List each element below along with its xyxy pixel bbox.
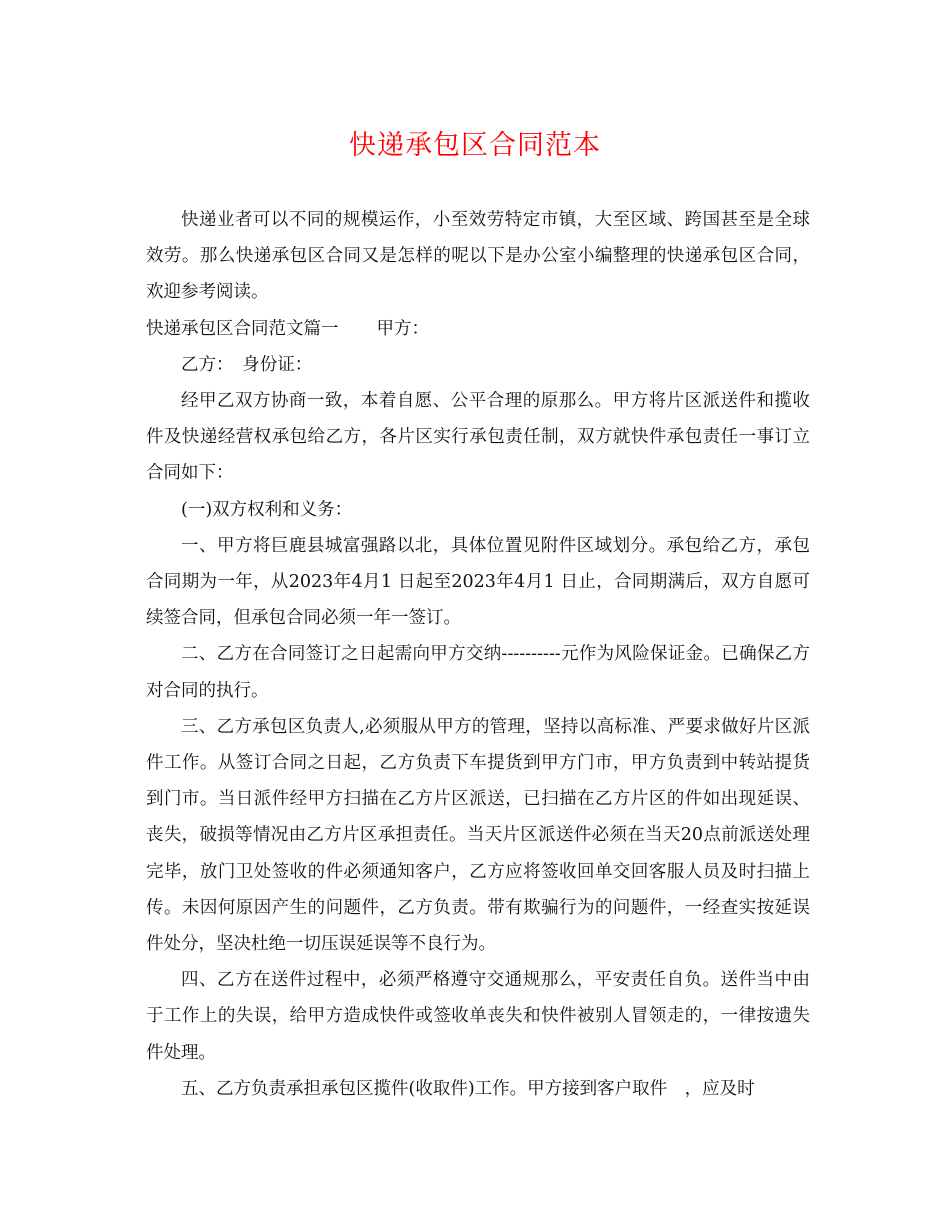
clause-4: 四、乙方在送件过程中，必须严格遵守交通规那么，平安责任自负。送件当中由于工作上的失误，给甲方造成快件或签收单丧失和快件被别人冒领走的，一律按遗失件处理。	[146, 970, 810, 1063]
section-heading-line	[146, 311, 810, 347]
clause-5: 五、乙方负责承担承包区揽件(收取件)工作。甲方接到客户取件 ，应及时	[181, 1078, 755, 1099]
section-heading: 快递承包区合同范文篇一	[146, 318, 339, 339]
document-body	[146, 202, 810, 1107]
clause-1: 一、甲方将巨鹿县城富强路以北，具体位置见附件区域划分。承包给乙方，承包合同期为一年，从2023年4月1 日起至2023年4月1 日止，合同期满后，双方自愿可续签合同，但承包合同必须一年一签订。	[146, 535, 810, 629]
intro-paragraph: 快递业者可以不同的规模运作，小至效劳特定市镇，大至区域、跨国甚至是全球效劳。那么快递承包区合同又是怎样的呢以下是办公室小编整理的快递承包区合同，欢迎参考阅读。	[146, 210, 810, 303]
rights-heading: (一)双方权利和义务：	[181, 499, 353, 520]
preamble-paragraph: 经甲乙双方协商一致，本着自愿、公平合理的原那么。甲方将片区派送件和揽收件及快递经营权承包给乙方，各片区实行承包责任制，双方就快件承包责任一事订立合同如下：	[146, 391, 810, 484]
party-b-line: 乙方： 身份证：	[181, 354, 313, 375]
clause-2: 二、乙方在合同签订之日起需向甲方交纳----------元作为风险保证金。已确保乙方对合同的执行。	[146, 644, 810, 701]
document-title: 快递承包区合同范本	[349, 130, 601, 161]
party-a-label: 甲方：	[376, 318, 429, 339]
clause-3: 三、乙方承包区负责人,必须服从甲方的管理，坚持以高标准、严要求做好片区派件工作。从签订合同之日起，乙方负责下车提货到甲方门市，甲方负责到中转站提货到门市。当日派件经甲方扫描在乙方片区派送，已扫描在乙方片区的件如出现延误、丧失，破损等情况由乙方片区承担责任。当天片区派送件必须在当天20点前派送处理完毕，放门卫处签收的件必须通知客户，乙方应将签收回单交回客服人员及时扫描上传。未因何原因产生的问题件，乙方负责。带有欺骗行为的问题件，一经查实按延误件处分，坚决杜绝一切压误延误等不良行为。	[146, 716, 810, 955]
